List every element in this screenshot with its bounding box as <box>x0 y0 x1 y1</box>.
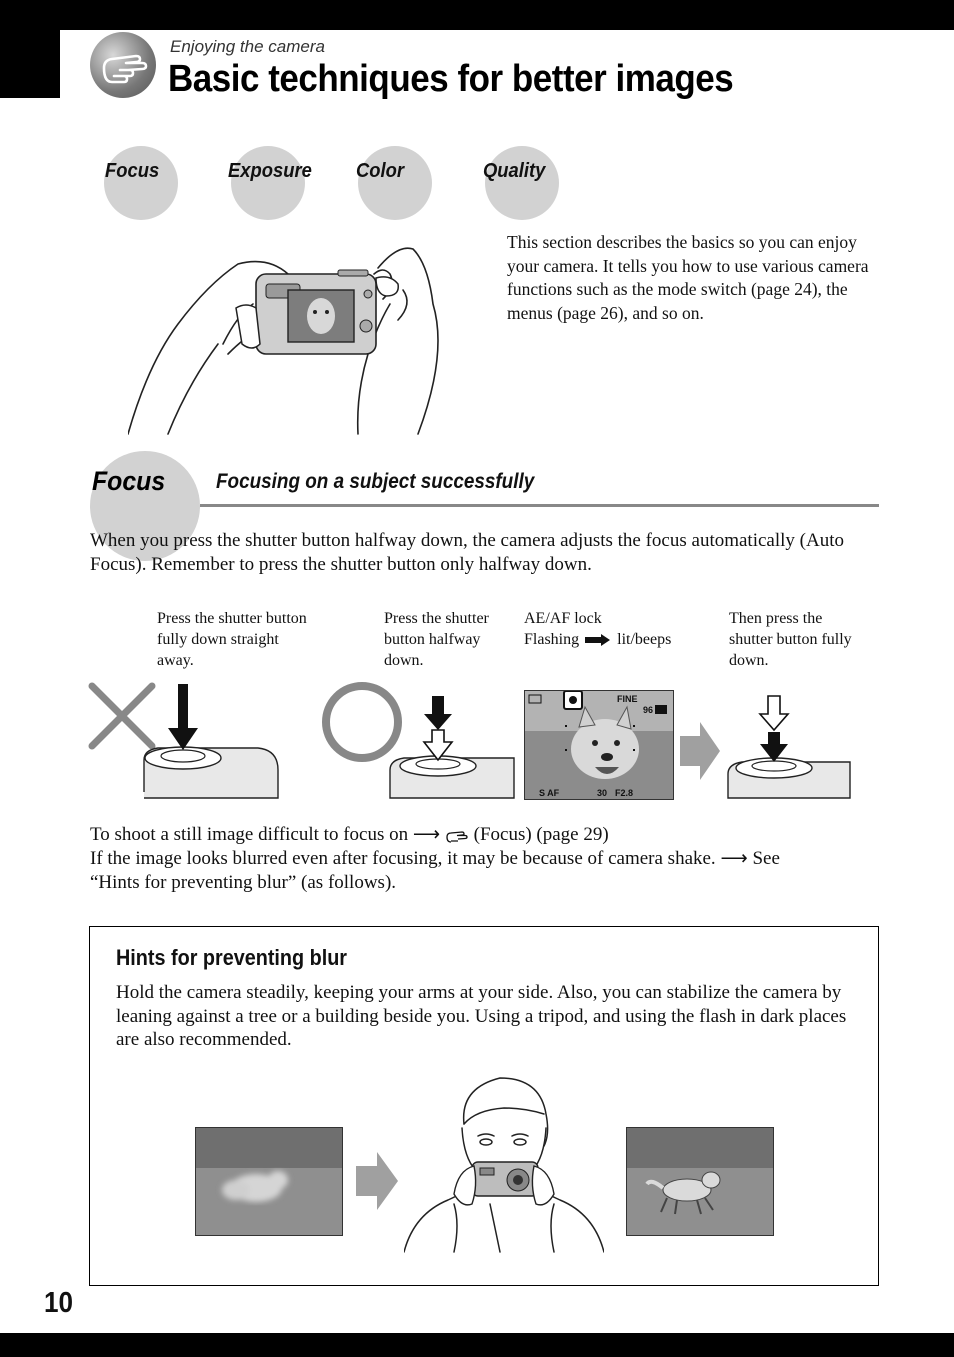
shutter-full-press-wrong-diagram <box>88 680 280 800</box>
intro-paragraph: This section describes the basics so you can enjoy your camera. It tells you how to use various camera functions such as the mode switch (page 24), the menus (page 26), and so on. <box>507 232 869 324</box>
sharp-dog-photo <box>626 1127 774 1236</box>
lcd-quality: FINE <box>617 694 638 704</box>
hints-title: Hints for preventing blur <box>116 945 348 970</box>
person-holding-camera-illustration <box>404 1074 604 1254</box>
pointing-hand-icon <box>90 32 156 98</box>
note-blurred: If the image looks blurred even after focusing, it may be because of camera shake. <box>90 848 716 869</box>
arrow-icon: ⟶ <box>720 848 748 869</box>
caption-lock-line1: AE/AF lock <box>524 610 602 627</box>
grey-arrow-right-icon <box>680 722 720 780</box>
topic-exposure-circle <box>231 146 305 220</box>
cross-icon <box>92 686 152 746</box>
bottom-bar <box>0 1333 954 1357</box>
lcd-screen-dog-photo <box>524 690 674 800</box>
caption-lock-line2 <box>524 629 714 650</box>
chapter-label: Enjoying the camera <box>170 37 325 56</box>
topic-focus: Focus <box>105 160 160 182</box>
note-line-2 <box>90 847 890 871</box>
blurred-dog-photo <box>195 1127 343 1236</box>
page-title: Basic techniques for better images <box>168 58 734 100</box>
page-number: 10 <box>44 1287 74 1319</box>
lcd-shutter: 30 <box>597 788 608 798</box>
focus-paragraph: When you press the shutter button halfway down, the camera adjusts the focus automatically (Auto Focus). Remember to press the shutter button only halfway down. <box>90 530 844 575</box>
topic-quality-circle <box>485 146 559 220</box>
caption-right: Press the shutter button halfway down. <box>384 610 489 669</box>
arrow-right-icon <box>585 634 611 646</box>
topic-color-circle <box>358 146 432 220</box>
focus-heading: Focus <box>92 466 166 496</box>
note-difficult: To shoot a still image difficult to focus on <box>90 824 409 845</box>
hands-holding-camera-illustration <box>128 244 452 440</box>
shutter-full-press-diagram <box>724 690 852 800</box>
chapter-tab <box>0 30 60 98</box>
caption-wrong: Press the shutter button fully down straight away. <box>157 610 307 669</box>
lcd-aperture: F2.8 <box>615 788 634 798</box>
focus-subtitle: Focusing on a subject successfully <box>216 470 535 493</box>
arrow-icon: ⟶ <box>412 824 441 845</box>
hints-body: Hold the camera steadily, keeping your arms at your side. Also, you can stabilize the camera by leaning against a tree or a building beside you. Using a tripod, and using the flash in dark places are also recommended. <box>116 982 847 1050</box>
grey-arrow-right-icon <box>356 1152 398 1210</box>
caption-lit: lit/beeps <box>617 631 672 648</box>
note-line-3: “Hints for preventing blur” (as follows). <box>90 872 397 893</box>
top-bar <box>0 0 954 30</box>
topic-color: Color <box>356 160 405 182</box>
lcd-count: 96 <box>643 705 654 715</box>
topic-quality: Quality <box>483 160 546 182</box>
shutter-half-press-diagram <box>318 680 518 800</box>
note-line-1 <box>90 823 890 847</box>
note-see: See <box>752 848 780 869</box>
topic-exposure: Exposure <box>228 160 312 182</box>
topic-focus-circle <box>104 146 178 220</box>
focus-mode-icon <box>445 828 469 844</box>
circle-ok-icon <box>326 686 398 758</box>
caption-flashing: Flashing <box>524 631 580 648</box>
section-rule <box>200 504 879 507</box>
caption-then: Then press the shutter button fully down. <box>729 610 852 669</box>
lcd-af-mode: S AF <box>539 788 560 798</box>
note-focus-page: (Focus) (page 29) <box>473 824 609 845</box>
caption-lock <box>524 608 714 650</box>
